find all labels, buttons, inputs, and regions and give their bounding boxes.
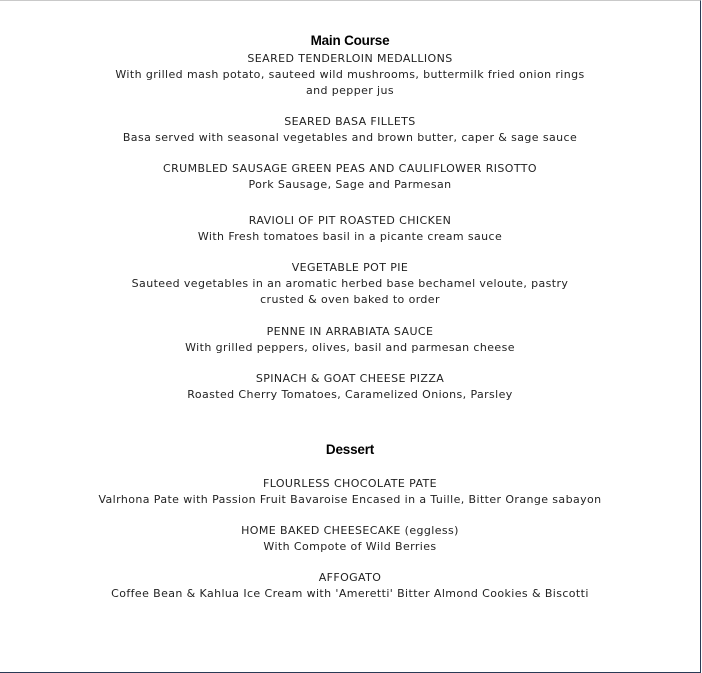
menu-item (100, 161, 600, 193)
menu-item (100, 324, 600, 356)
item-description: With grilled mash potato, sauteed wild mushrooms, buttermilk fried onion rings and pepper jus (115, 68, 585, 97)
dessert-heading: Dessert (325, 442, 375, 457)
menu-item (100, 523, 600, 555)
item-description: With Compote of Wild Berries (263, 540, 437, 553)
menu-item (100, 213, 600, 245)
item-name: FLOURLESS CHOCOLATE PATE (263, 477, 437, 490)
main-course-heading: Main Course (310, 33, 390, 48)
item-description: Pork Sausage, Sage and Parmesan (248, 178, 452, 191)
item-description: Valrhona Pate with Passion Fruit Bavaroise Encased in a Tuille, Bitter Orange sabayon (98, 493, 602, 506)
item-name: SEARED TENDERLOIN MEDALLIONS (247, 52, 453, 65)
item-description: With Fresh tomatoes basil in a picante cream sauce (197, 230, 503, 243)
menu-item (90, 570, 610, 602)
item-name: SEARED BASA FILLETS (284, 115, 416, 128)
item-description: Basa served with seasonal vegetables and brown butter, caper & sage sauce (122, 131, 578, 144)
menu-item (100, 114, 600, 146)
item-name: CRUMBLED SAUSAGE GREEN PEAS AND CAULIFLOWER RISOTTO (163, 162, 537, 175)
item-description: Coffee Bean & Kahlua Ice Cream with 'Ameretti' Bitter Almond Cookies & Biscotti (111, 587, 589, 600)
item-name: PENNE IN ARRABIATA SAUCE (266, 325, 434, 338)
item-description: Roasted Cherry Tomatoes, Caramelized Onions, Parsley (187, 388, 513, 401)
item-description: With grilled peppers, olives, basil and parmesan cheese (185, 341, 515, 354)
item-name: AFFOGATO (318, 571, 382, 584)
item-name: SPINACH & GOAT CHEESE PIZZA (255, 372, 445, 385)
menu-item (100, 260, 600, 308)
item-description: Sauteed vegetables in an aromatic herbed base bechamel veloute, pastry crusted & oven baked to order (131, 277, 569, 306)
item-name: HOME BAKED CHEESECAKE (eggless) (241, 524, 459, 537)
menu-content (100, 1, 600, 672)
item-name: RAVIOLI OF PIT ROASTED CHICKEN (248, 214, 452, 227)
item-name: VEGETABLE POT PIE (291, 261, 409, 274)
menu-item (100, 51, 600, 99)
menu-item (100, 371, 600, 403)
menu-item (90, 476, 610, 508)
